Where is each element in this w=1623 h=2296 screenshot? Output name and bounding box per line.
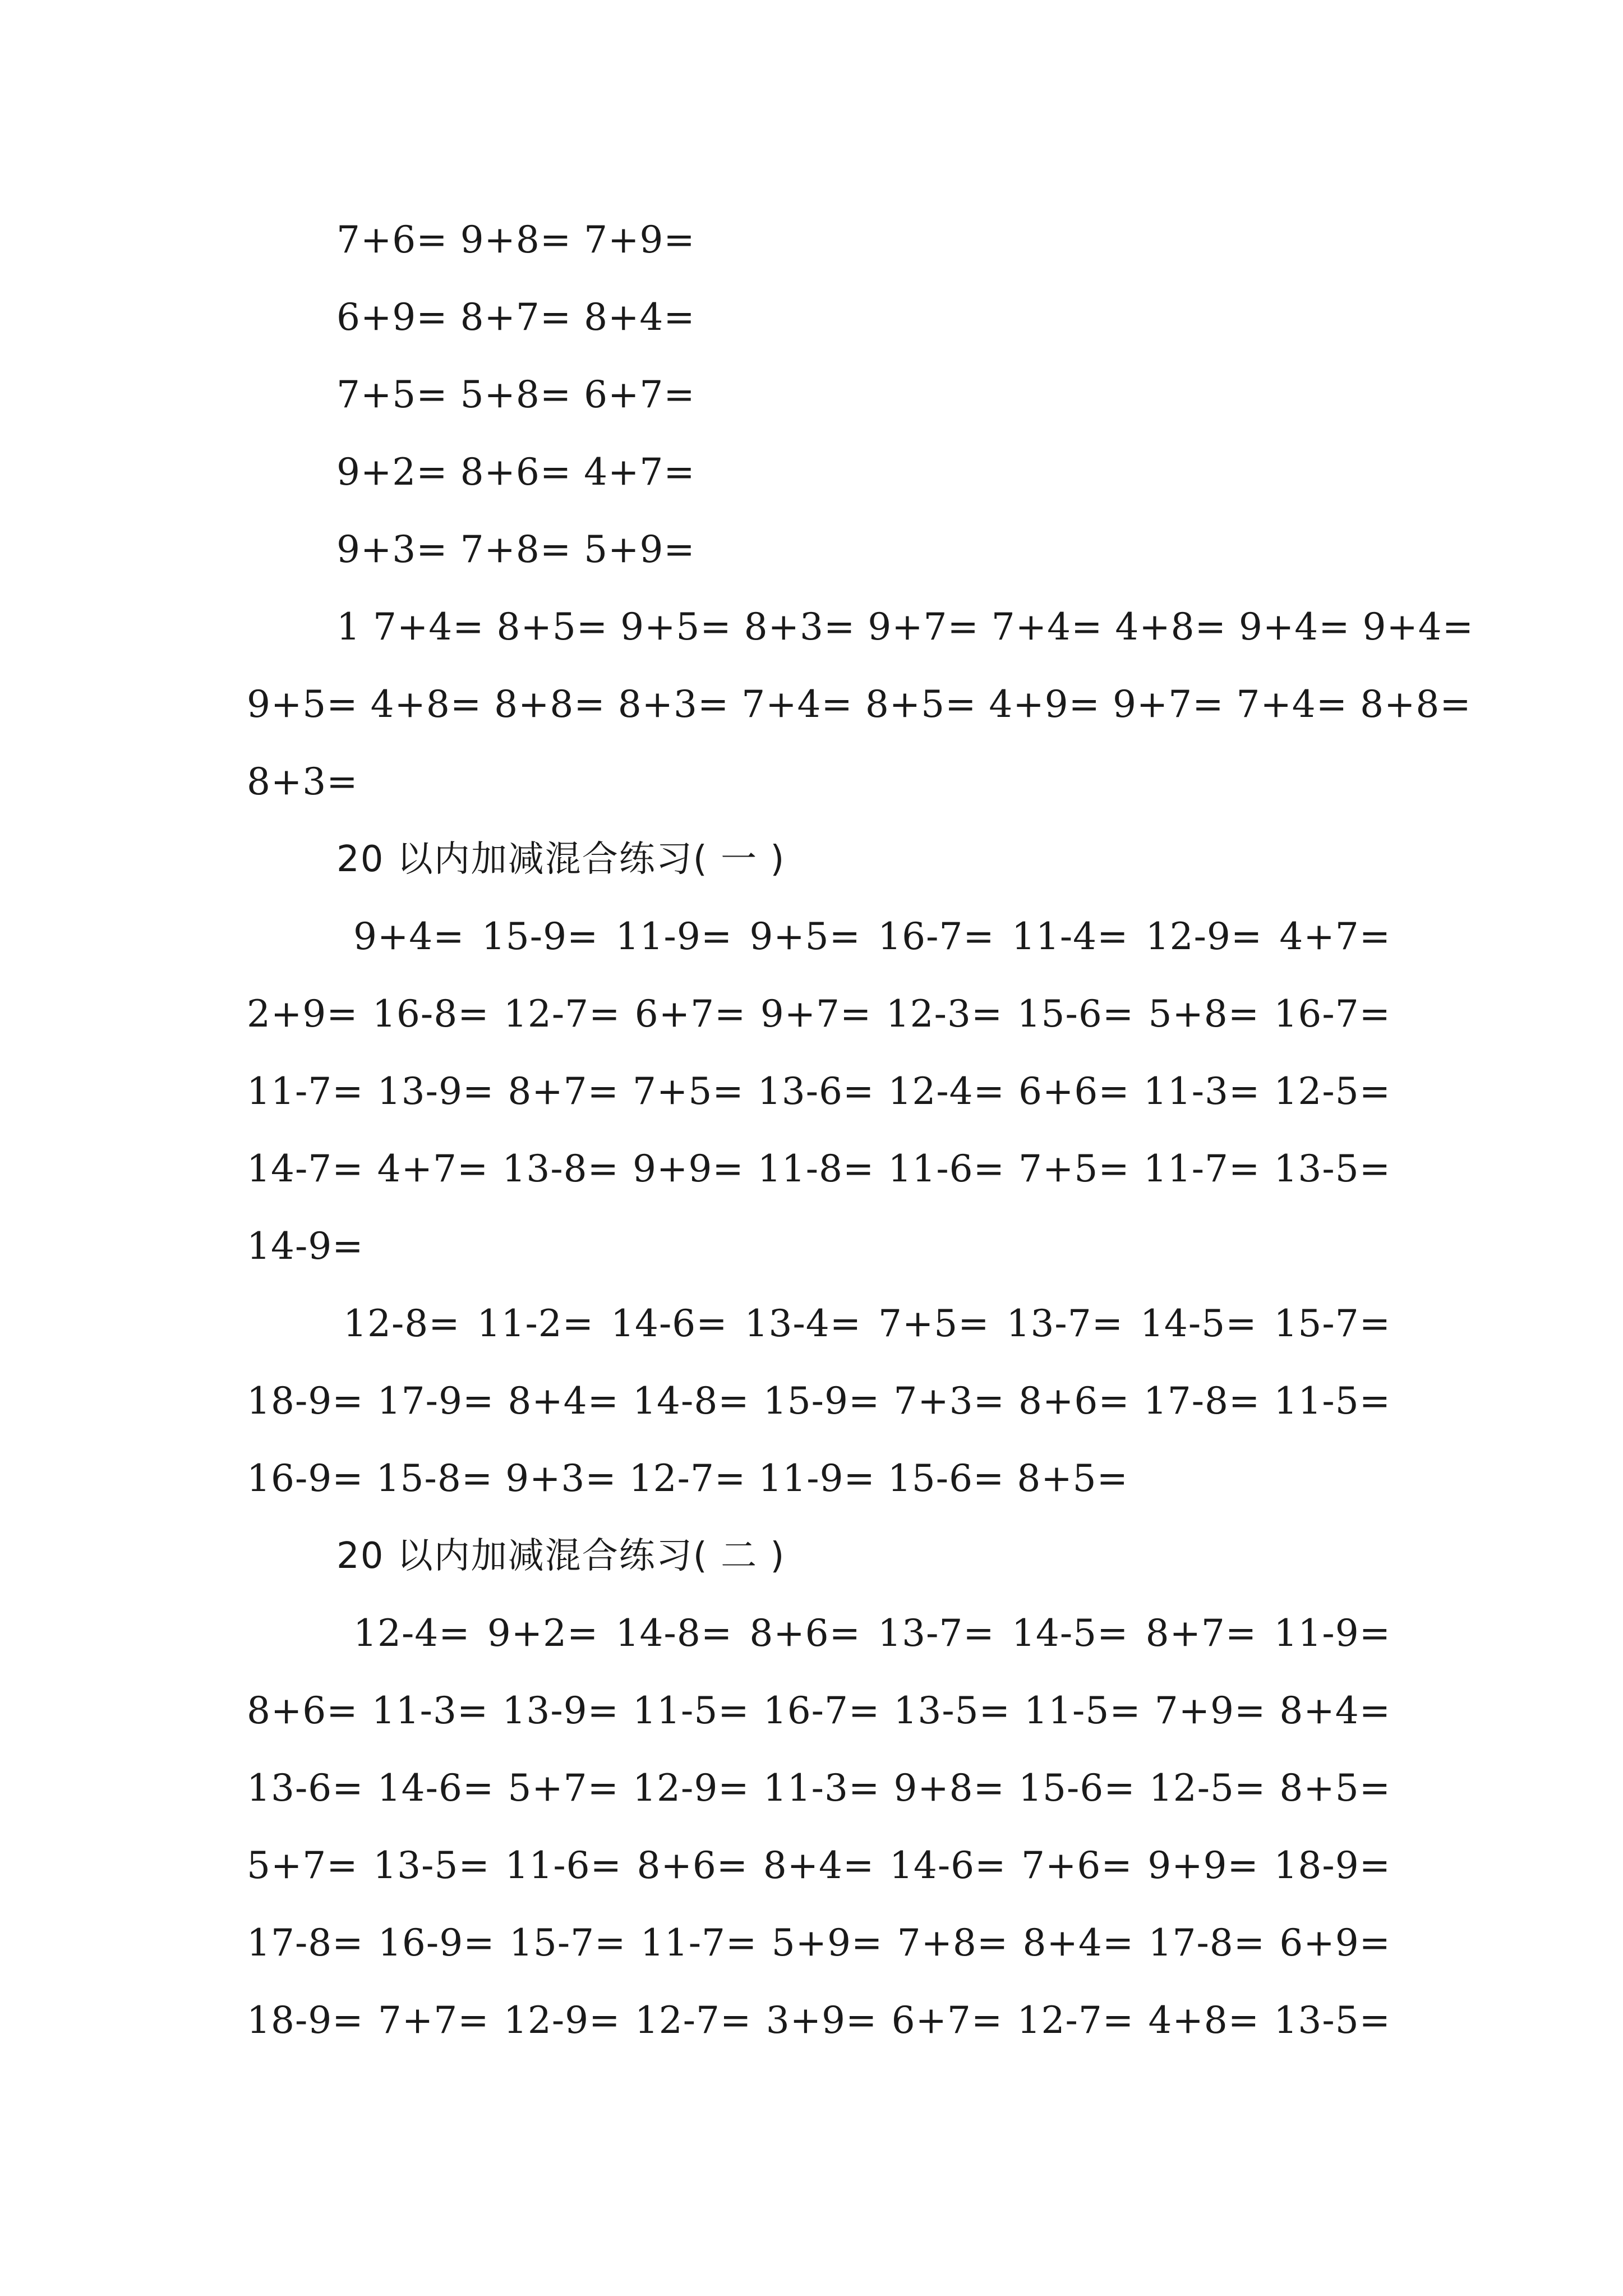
problem-line-22: 5+7= 13-5= 11-6= 8+6= 8+4= 14-6= 7+6= 9+9= 18-9= [247,1844,1391,1887]
problem-line-13: 14-7= 4+7= 13-8= 9+9= 11-8= 11-6= 7+5= 11-7= 13-5= [247,1147,1391,1190]
problem-line-12: 11-7= 13-9= 8+7= 7+5= 13-6= 12-4= 6+6= 11-3= 12-5= [247,1070,1391,1113]
problem-line-6: 1 7+4= 8+5= 9+5= 8+3= 9+7= 7+4= 4+8= 9+4= 9+4= [336,605,1474,648]
problem-line-19: 12-4= 9+2= 14-8= 8+6= 13-7= 14-5= 8+7= 11-9= [353,1612,1391,1655]
section-heading-1: 20 以内加减混合练习( 一 ) [336,839,786,880]
section-heading-2: 20 以内加减混合练习( 二 ) [336,1535,786,1577]
problem-line-8: 8+3= [247,760,358,803]
problem-line-11: 2+9= 16-8= 12-7= 6+7= 9+7= 12-3= 15-6= 5+8= 16-7= [247,992,1391,1036]
problem-line-7: 9+5= 4+8= 8+8= 8+3= 7+4= 8+5= 4+9= 9+7= 7+4= 8+8= [247,683,1472,726]
problem-line-14: 14-9= [247,1225,364,1268]
problem-line-16: 18-9= 17-9= 8+4= 14-8= 15-9= 7+3= 8+6= 17-8= 11-5= [247,1379,1391,1423]
problem-line-23: 17-8= 16-9= 15-7= 11-7= 5+9= 7+8= 8+4= 17-8= 6+9= [247,1921,1391,1964]
problem-line-3: 7+5= 5+8= 6+7= [336,373,695,416]
problem-line-10: 9+4= 15-9= 11-9= 9+5= 16-7= 11-4= 12-9= 4+7= [353,915,1391,958]
problem-line-1: 7+6= 9+8= 7+9= [336,218,695,261]
problem-line-15: 12-8= 11-2= 14-6= 13-4= 7+5= 13-7= 14-5= 15-7= [343,1302,1391,1345]
problem-line-20: 8+6= 11-3= 13-9= 11-5= 16-7= 13-5= 11-5= 7+9= 8+4= [247,1689,1391,1732]
problem-line-4: 9+2= 8+6= 4+7= [336,450,695,494]
problem-line-2: 6+9= 8+7= 8+4= [336,296,695,339]
problem-line-21: 13-6= 14-6= 5+7= 12-9= 11-3= 9+8= 15-6= 12-5= 8+5= [247,1766,1391,1810]
problem-line-24: 18-9= 7+7= 12-9= 12-7= 3+9= 6+7= 12-7= 4+8= 13-5= [247,1999,1391,2042]
problem-line-17: 16-9= 15-8= 9+3= 12-7= 11-9= 15-6= 8+5= [247,1457,1128,1500]
problem-line-5: 9+3= 7+8= 5+9= [336,528,695,571]
